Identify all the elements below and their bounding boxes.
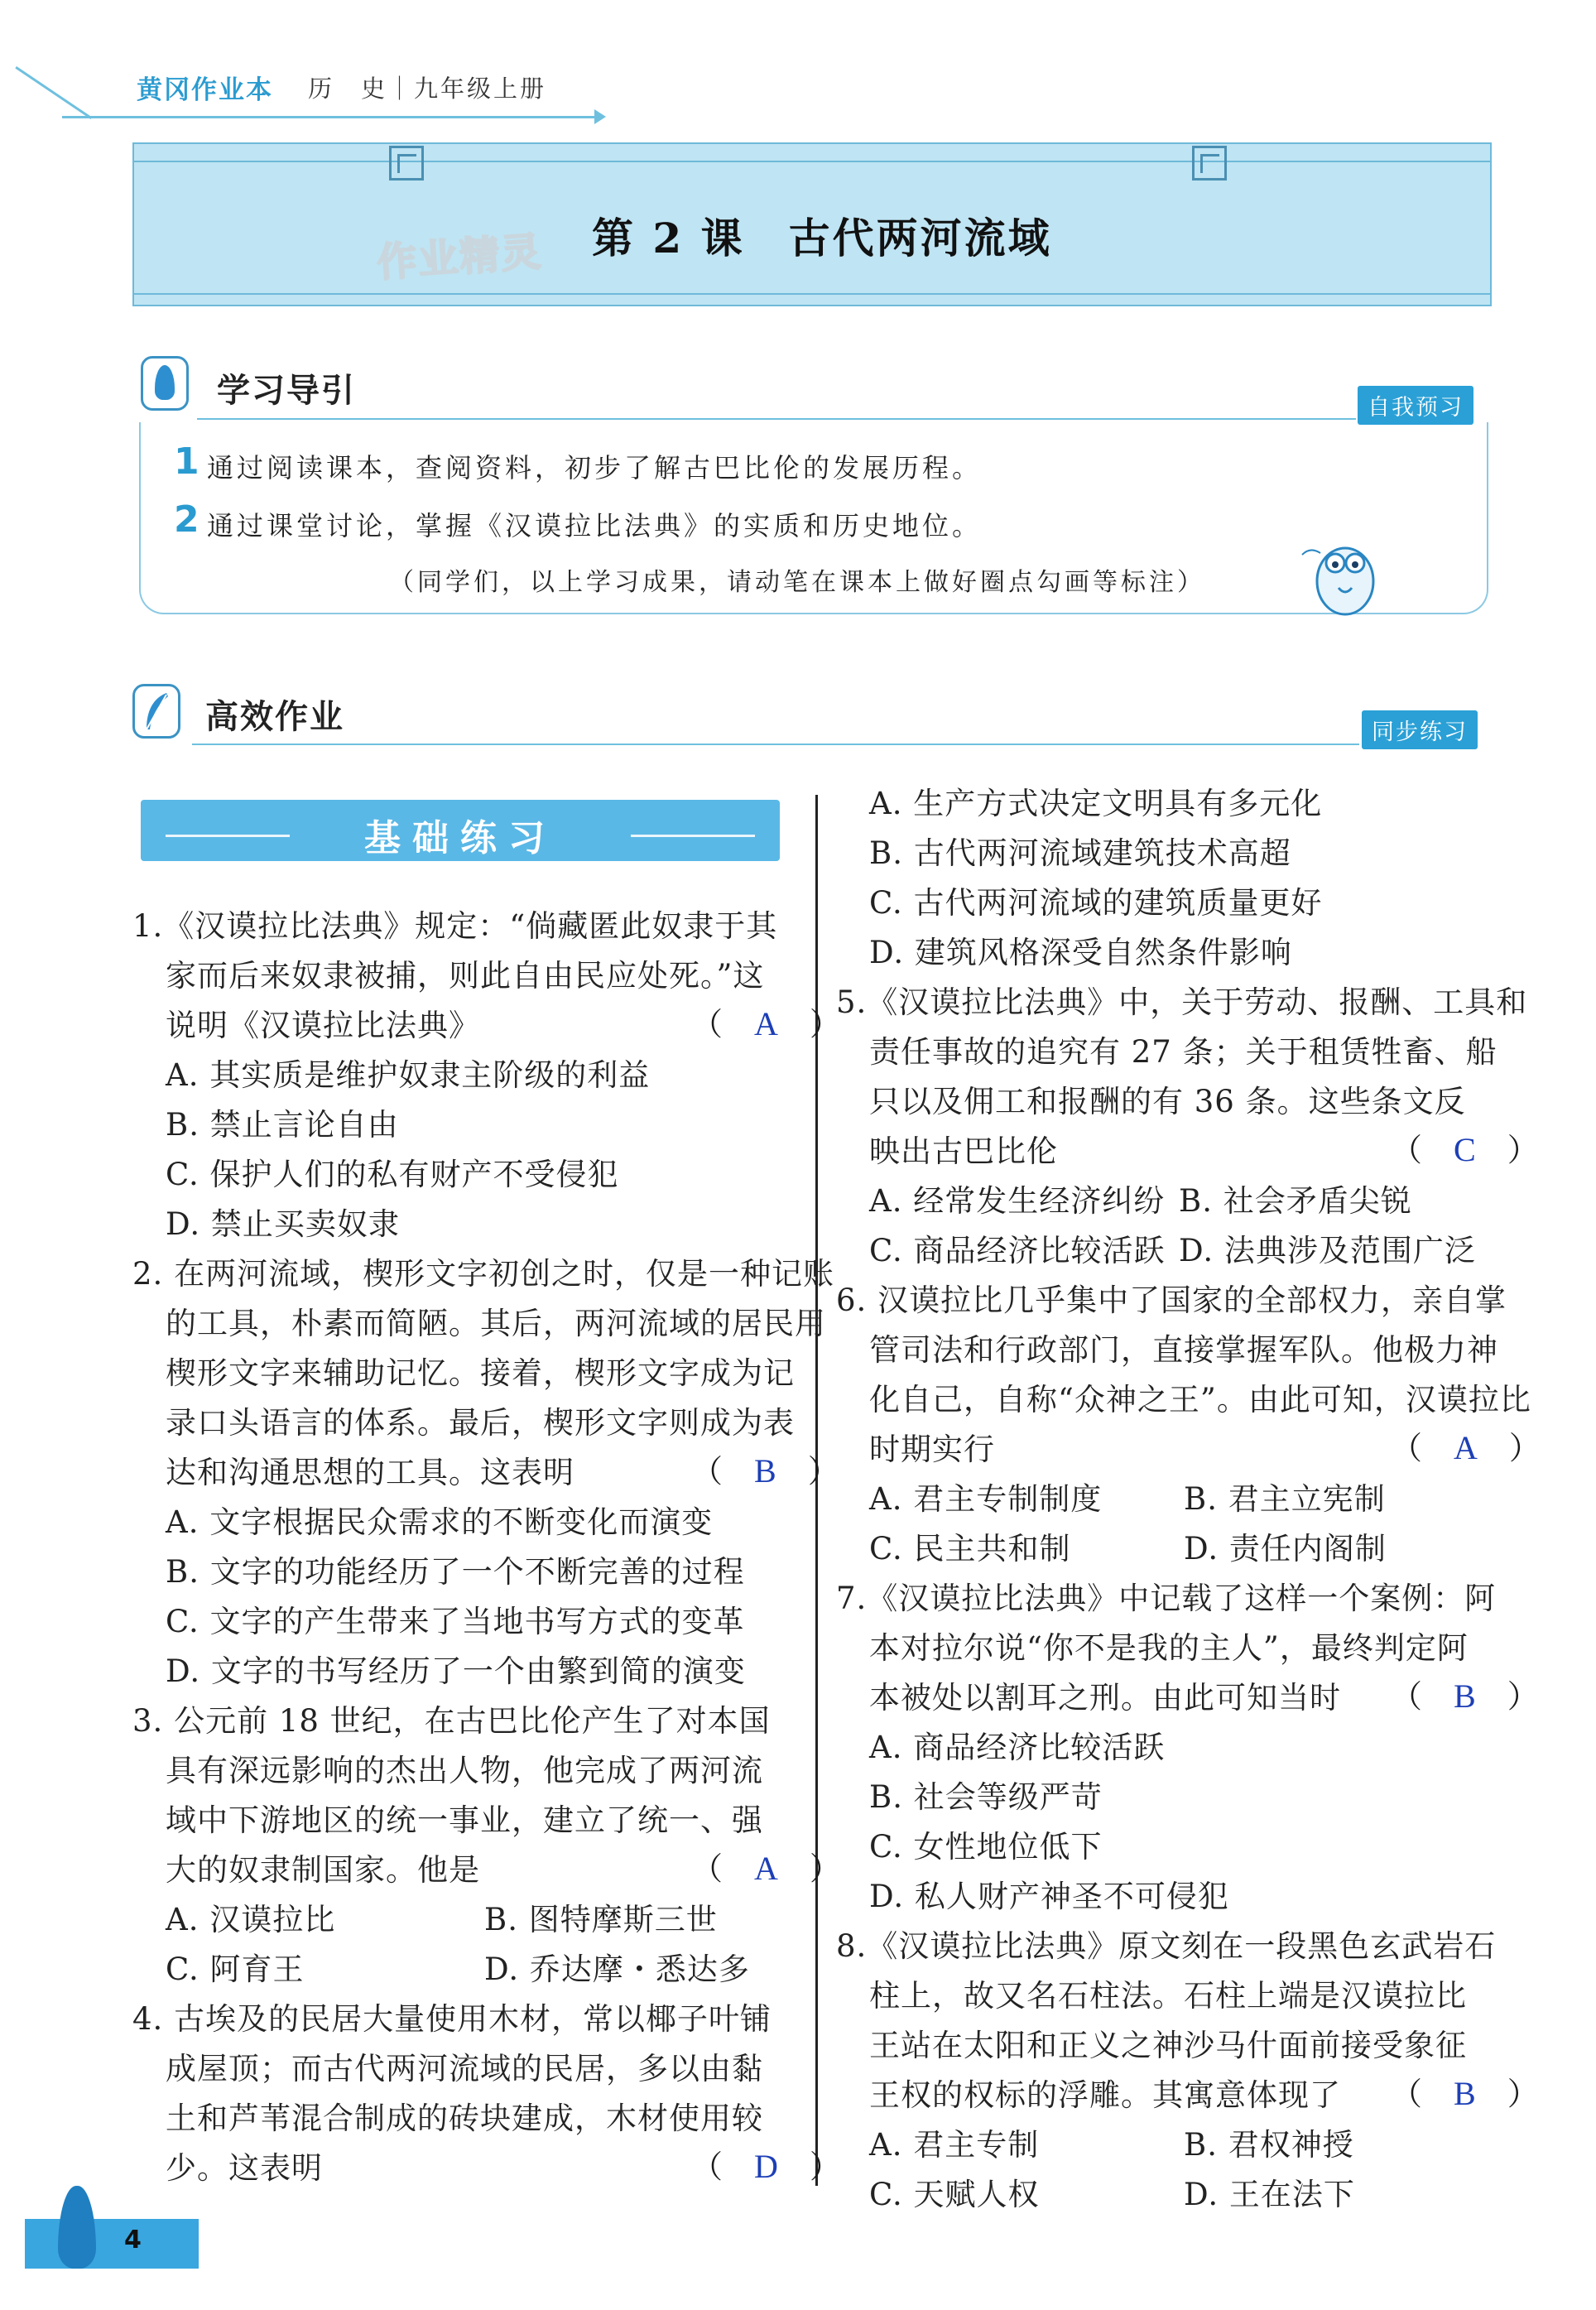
- question-line: 王站在太阳和正义之神沙马什面前接受象征: [869, 2028, 1467, 2063]
- option: A. 生产方式决定文明具有多元化: [869, 786, 1323, 821]
- option: D. 乔达摩・悉达多: [484, 1951, 750, 1987]
- question-line: 域中下游地区的统一事业，建立了统一、强: [166, 1802, 763, 1838]
- header-rule: [62, 116, 600, 118]
- title-box-bottom-strip: [134, 293, 1490, 305]
- answer-value: D: [754, 2148, 778, 2185]
- answer-bracket: （ A ）: [691, 1005, 841, 1042]
- option: A. 君主专制: [869, 2127, 1040, 2163]
- watermark: 作业精灵: [375, 229, 545, 286]
- option: B. 禁止言论自由: [166, 1107, 399, 1143]
- question-line: 5.《汉谟拉比法典》中，关于劳动、报酬、工具和: [836, 984, 1528, 1020]
- question-line: 7.《汉谟拉比法典》中记载了这样一个案例：阿: [836, 1581, 1497, 1616]
- answer-bracket: （ A ）: [1391, 1429, 1541, 1466]
- option: D. 建筑风格深受自然条件影响: [869, 935, 1292, 970]
- header-subject: 历 史｜九年级上册: [308, 75, 547, 103]
- option: D. 法典涉及范围广泛: [1179, 1233, 1476, 1268]
- practice-banner: [141, 800, 780, 861]
- question-line: 柱上，故又名石柱法。石柱上端是汉谟拉比: [869, 1978, 1467, 2014]
- option: A. 经常发生经济纠纷: [869, 1183, 1166, 1219]
- question-line: 土和芦苇混合制成的砖块建成，木材使用较: [166, 2101, 763, 2136]
- answer-bracket: （ A ）: [691, 1850, 841, 1887]
- question-line: 2. 在两河流域，楔形文字初创之时，仅是一种记账: [132, 1256, 835, 1292]
- question-line: 楔形文字来辅助记忆。接着，楔形文字成为记: [166, 1355, 795, 1391]
- question-line: 录口头语言的体系。最后，楔形文字则成为表: [166, 1405, 795, 1441]
- title-box-top-strip: [134, 144, 1490, 162]
- answer-bracket: （ B ）: [1391, 2075, 1539, 2112]
- option: C. 民主共和制: [869, 1531, 1071, 1566]
- question-line: 本对拉尔说“你不是我的主人”，最终判定阿: [869, 1630, 1469, 1666]
- question-line: 时期实行: [869, 1432, 995, 1467]
- option: B. 君主立宪制: [1184, 1481, 1386, 1517]
- lesson-title: 第 2 课 古代两河流域: [592, 214, 1052, 262]
- page-number: 4: [124, 2226, 142, 2255]
- answer-value: B: [1454, 2075, 1476, 2112]
- question-line: 成屋顶；而古代两河流域的民居，多以由黏: [166, 2051, 763, 2086]
- question-line: 责任事故的追究有 27 条；关于租赁牲畜、船: [869, 1034, 1497, 1070]
- question-line: 的工具，朴素而简陋。其后，两河流域的居民用: [166, 1306, 826, 1341]
- question-line: 映出古巴比伦: [869, 1133, 1058, 1169]
- fret-ornament-left-icon: [389, 146, 424, 180]
- option: C. 阿育王: [166, 1951, 305, 1987]
- option: D. 禁止买卖奴隶: [166, 1206, 400, 1242]
- question-line: 少。这表明: [166, 2150, 323, 2186]
- question-line: 家而后来奴隶被捕，则此自由民应处死。”这: [166, 958, 765, 994]
- question-line: 大的奴隶制国家。他是: [166, 1852, 480, 1888]
- question-line: 3. 公元前 18 世纪，在古巴比伦产生了对本国: [132, 1703, 771, 1739]
- option: B. 文字的功能经历了一个不断完善的过程: [166, 1554, 745, 1590]
- answer-bracket: （ D ）: [691, 2148, 841, 2185]
- guide-note: （同学们，以上学习成果，请动笔在课本上做好圈点勾画等标注）: [389, 568, 1205, 597]
- question-line: 4. 古埃及的民居大量使用木材，常以椰子叶铺: [132, 2001, 772, 2037]
- guide-heading: 学习导引: [217, 372, 356, 410]
- option: A. 君主专制制度: [869, 1481, 1103, 1517]
- answer-bracket: （ B ）: [691, 1452, 839, 1489]
- guide-rule: [197, 418, 1356, 420]
- option: D. 王在法下: [1184, 2177, 1355, 2212]
- answer-value: A: [754, 1850, 778, 1887]
- answer-value: A: [1454, 1429, 1478, 1466]
- footer-bar: [25, 2219, 199, 2269]
- footer-leaf-icon: [58, 2186, 96, 2269]
- guide-item-number: 1: [174, 440, 200, 483]
- option: D. 责任内阁制: [1184, 1531, 1387, 1566]
- question-line: 只以及佣工和报酬的有 36 条。这些条文反: [869, 1084, 1466, 1119]
- question-line: 本被处以割耳之刑。由此可知当时: [869, 1680, 1341, 1716]
- option: A. 商品经济比较活跃: [869, 1730, 1166, 1765]
- header-decoration: [15, 66, 92, 119]
- header-brand: 黄冈作业本: [137, 75, 273, 105]
- option: D. 私人财产神圣不可侵犯: [869, 1879, 1229, 1914]
- guide-tag: 自我预习: [1358, 386, 1473, 425]
- question-line: 1.《汉谟拉比法典》规定：“倘藏匿此奴隶于其: [132, 908, 778, 944]
- question-line: 说明《汉谟拉比法典》: [166, 1008, 480, 1043]
- option: B. 古代两河流域建筑技术高超: [869, 835, 1291, 871]
- option: A. 汉谟拉比: [166, 1902, 336, 1937]
- answer-bracket: （ C ）: [1391, 1131, 1539, 1168]
- answer-bracket: （ B ）: [1391, 1677, 1539, 1715]
- option: B. 社会矛盾尖锐: [1179, 1183, 1412, 1219]
- option: C. 女性地位低下: [869, 1829, 1103, 1865]
- question-line: 化自己，自称“众神之王”。由此可知，汉谟拉比: [869, 1382, 1531, 1417]
- option: A. 文字根据民众需求的不断变化而演变: [166, 1504, 714, 1540]
- homework-rule: [192, 744, 1359, 745]
- quill-icon: [132, 684, 180, 739]
- option: C. 天赋人权: [869, 2177, 1040, 2212]
- option: B. 图特摩斯三世: [484, 1902, 718, 1937]
- question-line: 具有深远影响的杰出人物，他完成了两河流: [166, 1753, 763, 1788]
- question-line: 管司法和行政部门，直接掌握军队。他极力神: [869, 1332, 1498, 1368]
- guide-item-number: 2: [174, 498, 200, 541]
- question-line: 6. 汉谟拉比几乎集中了国家的全部权力，亲自掌: [836, 1283, 1507, 1318]
- question-line: 达和沟通思想的工具。这表明: [166, 1455, 574, 1490]
- answer-value: C: [1454, 1131, 1476, 1168]
- option: C. 古代两河流域的建筑质量更好: [869, 885, 1323, 921]
- fret-ornament-right-icon: [1192, 146, 1227, 180]
- option: B. 社会等级严苛: [869, 1779, 1103, 1815]
- guide-item-text: 通过课堂讨论，掌握《汉谟拉比法典》的实质和历史地位。: [207, 510, 983, 541]
- homework-tag: 同步练习: [1362, 710, 1478, 749]
- answer-value: B: [754, 1452, 776, 1489]
- answer-value: B: [1454, 1677, 1476, 1715]
- option: D. 文字的书写经历了一个由繁到简的演变: [166, 1653, 746, 1689]
- option: B. 君权神授: [1184, 2127, 1354, 2163]
- option: A. 其实质是维护奴隶主阶级的利益: [166, 1057, 651, 1093]
- mascot-icon: [1296, 530, 1388, 619]
- guide-item-text: 通过阅读课本，查阅资料，初步了解古巴比伦的发展历程。: [207, 452, 983, 484]
- leaf-icon: [141, 356, 189, 411]
- question-line: 王权的权标的浮雕。其寓意体现了: [869, 2077, 1341, 2113]
- answer-value: A: [754, 1005, 778, 1042]
- option: C. 保护人们的私有财产不受侵犯: [166, 1157, 619, 1192]
- option: C. 商品经济比较活跃: [869, 1233, 1166, 1268]
- option: C. 文字的产生带来了当地书写方式的变革: [166, 1604, 745, 1639]
- practice-banner-label: 基础练习: [364, 817, 556, 859]
- header-arrow: [594, 109, 606, 124]
- question-line: 8.《汉谟拉比法典》原文刻在一段黑色玄武岩石: [836, 1928, 1497, 1964]
- homework-heading: 高效作业: [205, 698, 344, 736]
